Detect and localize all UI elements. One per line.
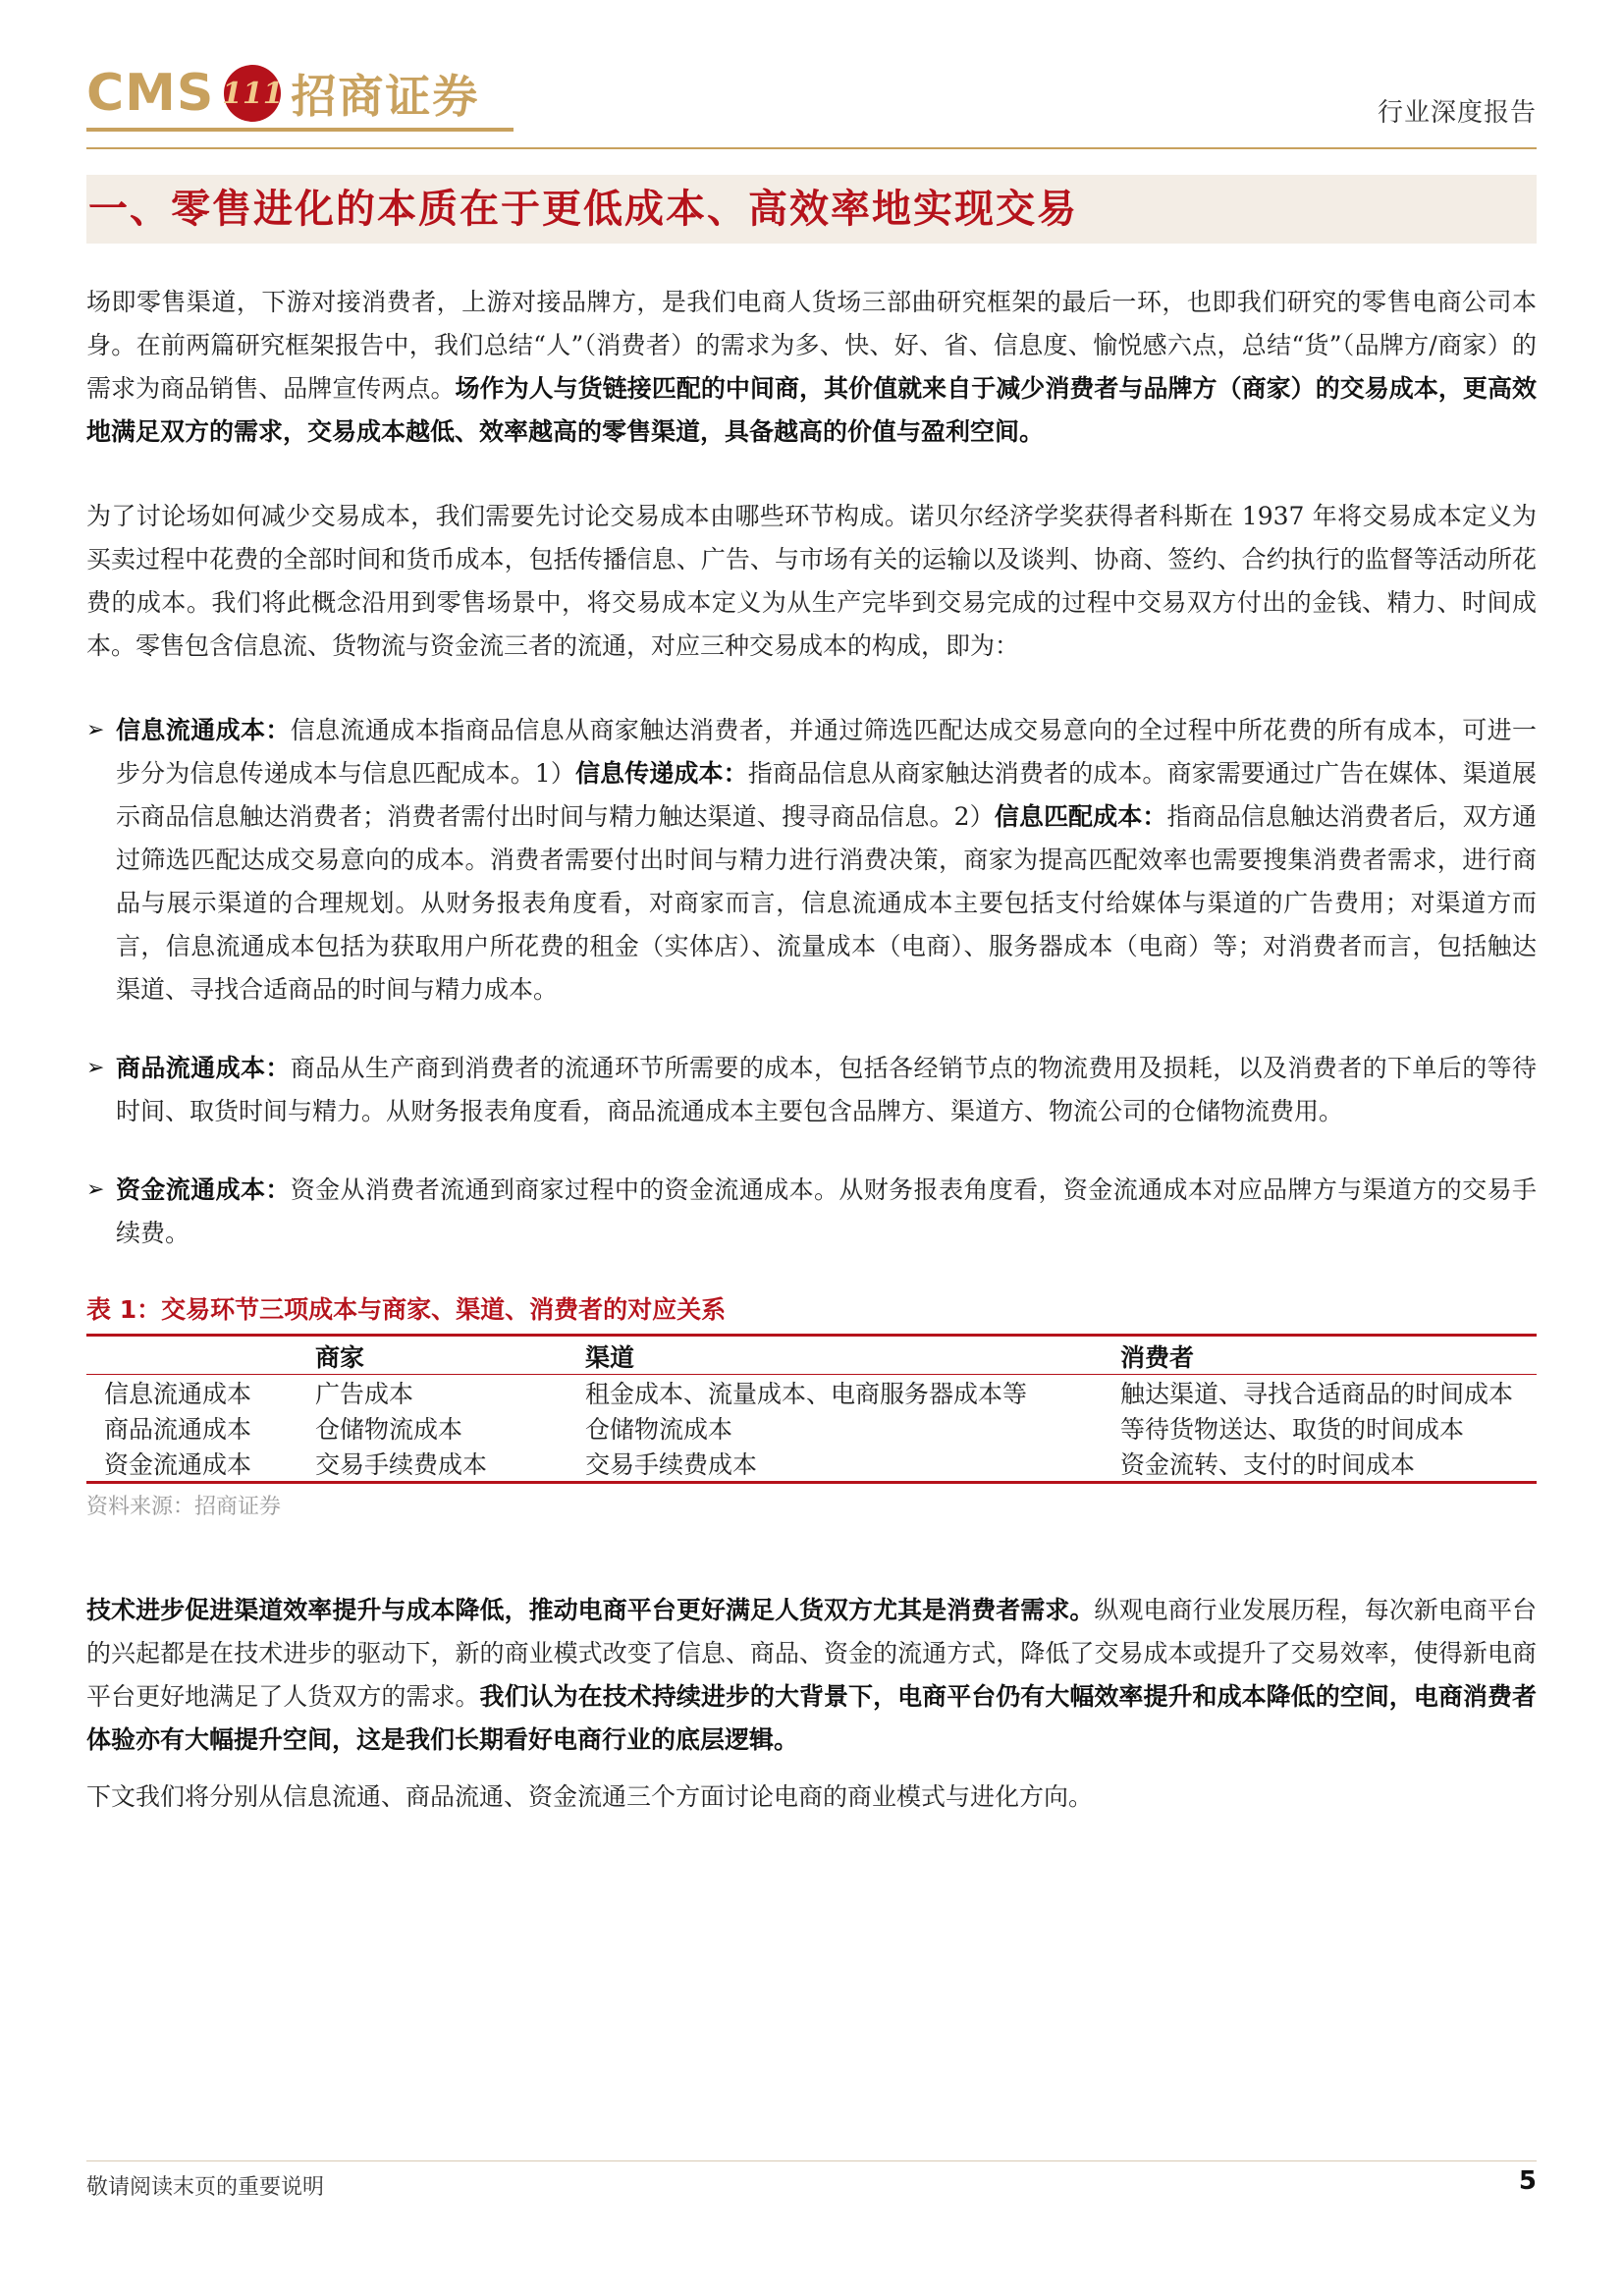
table-cell: 交易手续费成本 [585, 1450, 758, 1479]
table-cell: 交易手续费成本 [315, 1450, 488, 1479]
bullet-text: 指商品信息从商家触达消费者的成本。商家需要通过广告在媒体、渠道展示商品信息触达消费者；消费者需付出时间与精力触达渠道、搜寻商品信息。2） [116, 759, 1537, 831]
bullet-title: 商品流通成本： [116, 1054, 291, 1082]
table-source: 资料来源：招商证券 [86, 1495, 282, 1519]
cms-logo [86, 59, 479, 128]
table-cell: 信息流通成本 [104, 1380, 252, 1408]
logo-emblem-icon [222, 65, 284, 122]
report-type: 行业深度报告 [1377, 98, 1537, 128]
cost-bullet-list [86, 709, 1537, 1255]
arrow-bullet-icon: ➢ [86, 1177, 105, 1202]
bullet-text: 商品从生产商到消费者的流通环节所需要的成本，包括各经销节点的物流费用及损耗，以及消费者的下单后的等待时间、取货时间与精力。从财务报表角度看，商品流通成本主要包含品牌方、渠道方、物流公司的仓储物流费用。 [116, 1054, 1537, 1125]
paragraph-tech-progress [86, 1589, 1537, 1762]
section-title: 一、零售进化的本质在于更低成本、高效率地实现交易 [88, 187, 1078, 232]
table-row [86, 1375, 1537, 1411]
logo-cn-text: 招商证券 [291, 70, 480, 123]
section-title-bar [86, 175, 1537, 244]
bullet-fund-cost [86, 1169, 1537, 1255]
table-cell: 广告成本 [315, 1380, 414, 1408]
footer-divider [86, 2160, 1537, 2161]
logo-underline [86, 128, 514, 132]
table-header-cell: 消费者 [1120, 1343, 1195, 1372]
table-cell: 资金流通成本 [104, 1450, 252, 1479]
table-header-row [86, 1336, 1537, 1375]
bullet-goods-cost [86, 1047, 1537, 1133]
table-row [86, 1446, 1537, 1483]
page-header [86, 57, 1537, 145]
paragraph-tech-text: 纵观电商行业发展历程，每次新电商平台的兴起都是在技术进步的驱动下，新的商业模式改变了信息、商品、资金的流通方式，降低了交易成本或提升了交易效率，使得新电商平台更好地满足了人货双方的需求。 [86, 1596, 1537, 1711]
table-cell: 资金流转、支付的时间成本 [1120, 1450, 1416, 1479]
bullet-subtitle: 信息传递成本： [574, 759, 748, 788]
arrow-bullet-icon: ➢ [86, 1056, 105, 1080]
header-divider [86, 147, 1537, 149]
table-header-cell: 商家 [315, 1343, 365, 1372]
paragraph-tech-bold: 我们认为在技术持续进步的大背景下，电商平台仍有大幅效率提升和成本降低的空间，电商消费者体验亦有大幅提升空间，这是我们长期看好电商行业的底层逻辑。 [86, 1682, 1537, 1754]
table-cell: 等待货物送达、取货的时间成本 [1120, 1415, 1465, 1444]
bullet-subtitle: 信息匹配成本： [994, 802, 1167, 831]
logo-cms-text: CMS [86, 64, 215, 123]
table-cell: 仓储物流成本 [585, 1415, 733, 1444]
table-title: 表 1：交易环节三项成本与商家、渠道、消费者的对应关系 [86, 1295, 727, 1324]
bullet-text: 指商品信息触达消费者后，双方通过筛选匹配达成交易意向的成本。消费者需要付出时间与精力进行消费决策，商家为提高匹配效率也需要搜集消费者需求，进行商品与展示渠道的合理规划。从财务报表角度看，对商家而言，信息流通成本主要包括支付给媒体与渠道的广告费用；对渠道方而言，信息流通成本包括为获取用户所花费的租金（实体店）、流量成本（电商）、服务器成本（电商）等；对消费者而言，包括触达渠道、寻找合适商品的时间与精力成本。 [116, 802, 1537, 1004]
logo-emblem-text: 111 [222, 76, 284, 111]
table-header-cell [86, 1336, 315, 1375]
bullet-title: 信息流通成本： [116, 716, 291, 744]
bullet-info-cost [86, 709, 1537, 1011]
footer-disclaimer: 敬请阅读末页的重要说明 [86, 2175, 325, 2200]
table-cell: 仓储物流成本 [315, 1415, 463, 1444]
paragraph-cost-definition: 为了讨论场如何减少交易成本，我们需要先讨论交易成本由哪些环节构成。诺贝尔经济学奖获得者科斯在 1937 年将交易成本定义为买卖过程中花费的全部时间和货币成本，包括传播信息、广告、与市场有关的运输以及谈判、协商、签约、合约执行的监督等活动所花费的成本。我们将此概念沿用到零售场景中，将交易成本定义为从生产完毕到交易完成的过程中交易双方付出的金钱、精力、时间成本。零售包含信息流、货物流与资金流三者的流通，对应三种交易成本的构成，即为： [86, 502, 1537, 660]
bullet-text: 资金从消费者流通到商家过程中的资金流通成本。从财务报表角度看，资金流通成本对应品牌方与渠道方的交易手续费。 [116, 1175, 1537, 1247]
cost-mapping-table [86, 1334, 1537, 1484]
main-content [86, 281, 1537, 1860]
page-number: 5 [1518, 2166, 1537, 2196]
table-cell: 租金成本、流量成本、电商服务器成本等 [585, 1380, 1028, 1408]
paragraph-intro-text: 场即零售渠道，下游对接消费者，上游对接品牌方，是我们电商人货场三部曲研究框架的最后一环，也即我们研究的零售电商公司本身。在前两篇研究框架报告中，我们总结“人”（消费者）的需求为多、快、好、省、信息度、愉悦感六点，总结“货”（品牌方/商家）的需求为商品销售、品牌宣传两点。 [86, 288, 1537, 403]
paragraph-outline: 下文我们将分别从信息流通、商品流通、资金流通三个方面讨论电商的商业模式与进化方向。 [86, 1782, 1094, 1811]
table-row [86, 1410, 1537, 1446]
bullet-title: 资金流通成本： [116, 1175, 291, 1204]
table-header-cell: 渠道 [585, 1343, 635, 1372]
paragraph-tech-bold: 技术进步促进渠道效率提升与成本降低，推动电商平台更好满足人货双方尤其是消费者需求。 [86, 1596, 1095, 1624]
bullet-text: 信息流通成本指商品信息从商家触达消费者，并通过筛选匹配达成交易意向的全过程中所花费的所有成本，可进一步分为信息传递成本与信息匹配成本。1） [116, 716, 1537, 788]
table-cell: 商品流通成本 [104, 1415, 252, 1444]
arrow-bullet-icon: ➢ [86, 718, 105, 742]
paragraph-intro-bold: 场作为人与货链接匹配的中间商，其价值就来自于减少消费者与品牌方（商家）的交易成本，更高效地满足双方的需求，交易成本越低、效率越高的零售渠道，具备越高的价值与盈利空间。 [86, 374, 1537, 446]
table-cell: 触达渠道、寻找合适商品的时间成本 [1120, 1380, 1514, 1408]
paragraph-intro [86, 281, 1537, 454]
